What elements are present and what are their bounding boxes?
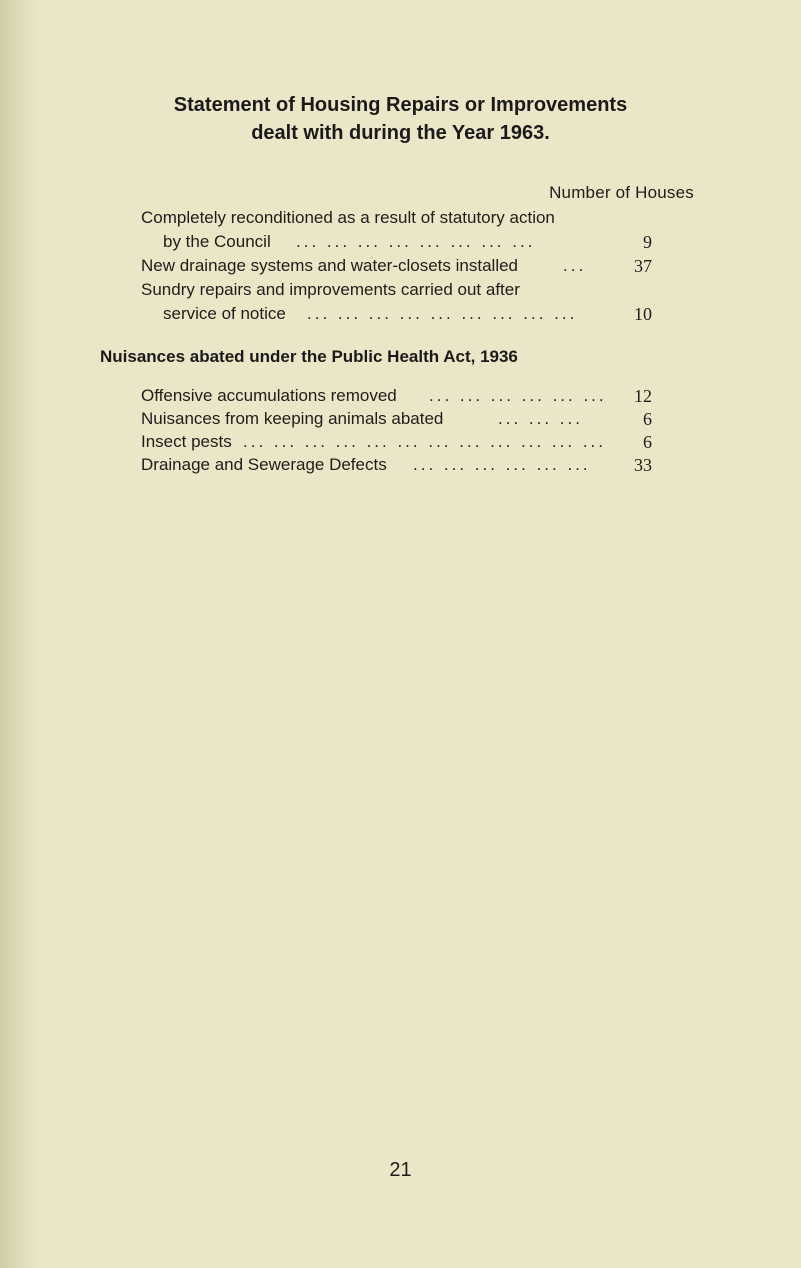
document-title-line-1: Statement of Housing Repairs or Improvements <box>173 94 628 116</box>
row-label: Completely reconditioned as a result of statutory action <box>141 208 555 227</box>
row-value: 33 <box>634 455 652 475</box>
row-label: Nuisances from keeping animals abated <box>141 409 444 428</box>
housing-row-sundry-repairs <box>0 278 801 328</box>
row-label-continued: service of notice <box>163 304 286 323</box>
dot-leader: ... ... ... ... ... ... <box>429 386 607 405</box>
nuisances-section-heading: Nuisances abated under the Public Health Act, 1936 <box>100 347 518 366</box>
page-number: 21 <box>389 1159 412 1181</box>
housing-row-reconditioned <box>0 206 801 256</box>
dot-leader: ... ... ... ... ... ... ... ... ... <box>307 304 578 323</box>
dot-leader: ... ... ... ... ... ... ... ... <box>296 232 536 251</box>
row-value: 9 <box>643 232 652 252</box>
column-header: Number of Houses <box>549 183 694 202</box>
row-value: 6 <box>643 409 652 429</box>
dot-leader: ... ... ... ... ... ... <box>413 455 591 474</box>
row-label-continued: by the Council <box>163 232 271 251</box>
dot-leader: ... ... ... <box>498 409 583 428</box>
row-value: 10 <box>634 304 652 324</box>
row-label: Drainage and Sewerage Defects <box>141 455 387 474</box>
row-label: Offensive accumulations removed <box>141 386 397 405</box>
row-value: 12 <box>634 386 652 406</box>
document-title-line-2: dealt with during the Year 1963. <box>251 122 550 144</box>
dot-leader: ... ... ... ... ... ... ... ... ... ... ... ... <box>243 432 606 451</box>
nuisance-row-drainage-sewerage <box>0 453 801 479</box>
row-label: Sundry repairs and improvements carried out after <box>141 280 520 299</box>
dot-leader: ... <box>563 256 587 275</box>
row-label: Insect pests <box>141 432 232 451</box>
row-value: 6 <box>643 432 652 452</box>
row-label: New drainage systems and water-closets installed <box>141 256 519 275</box>
row-value: 37 <box>634 256 652 276</box>
housing-row-drainage-systems <box>0 254 801 280</box>
